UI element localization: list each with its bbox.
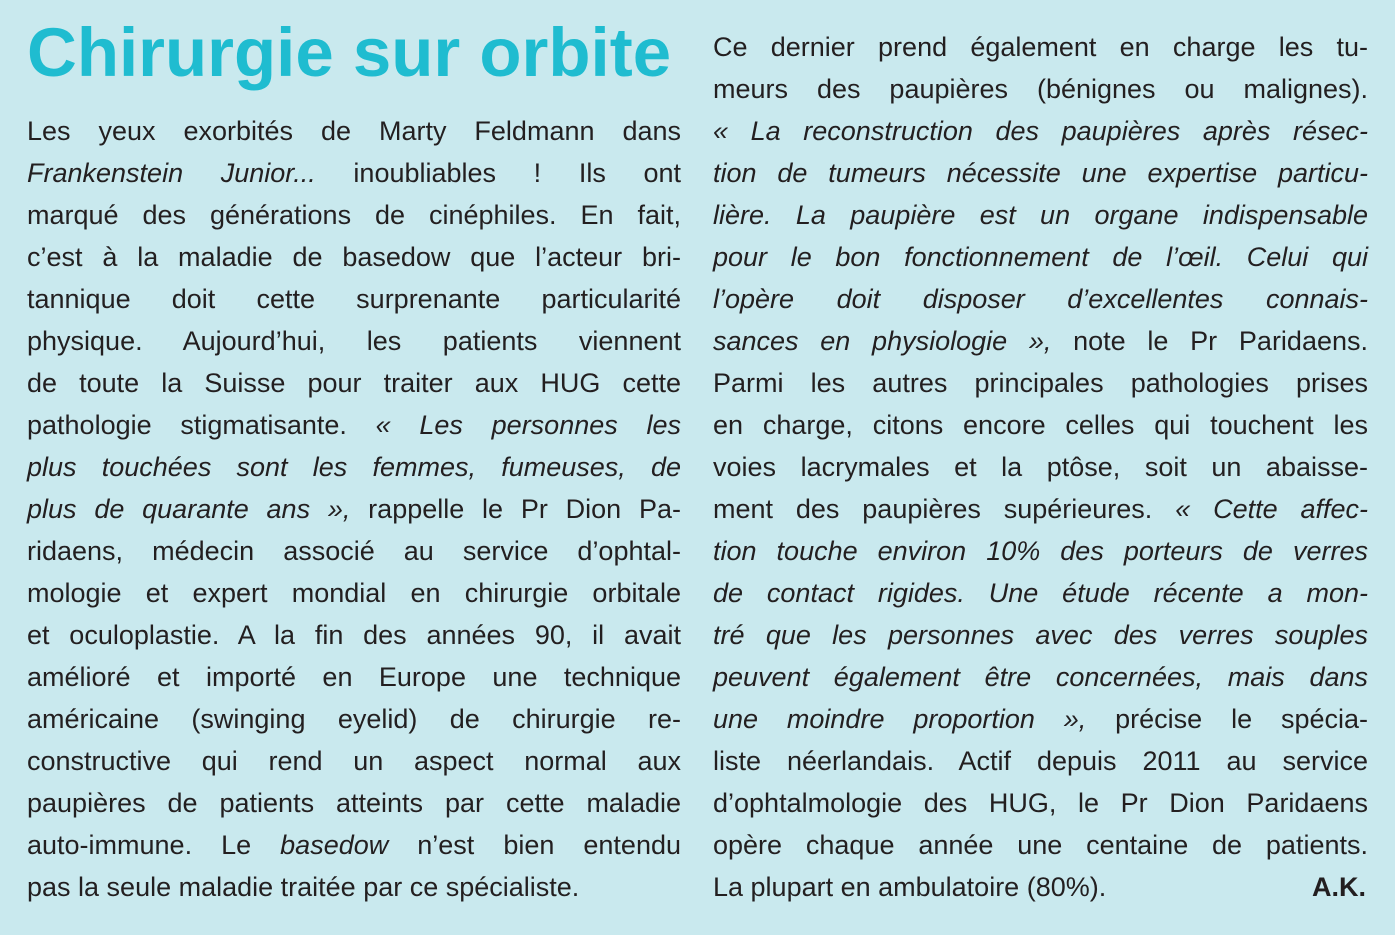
left-text-line [27, 866, 681, 908]
text-run: Ce dernier prend également en charge les tu- [713, 32, 1368, 62]
left-text-line [27, 236, 681, 278]
italic-text-run: basedow [280, 830, 389, 860]
left-text-line [27, 278, 681, 320]
text-run: Parmi les autres principales pathologies prises [713, 368, 1368, 398]
left-text-line [27, 614, 681, 656]
text-run: c’est à la maladie de basedow que l’acteur bri- [27, 242, 681, 272]
left-text-line [27, 446, 681, 488]
right-text-line [713, 404, 1368, 446]
right-text-line [713, 740, 1368, 782]
right-text-line [713, 572, 1368, 614]
text-run: constructive qui rend un aspect normal aux [27, 746, 681, 776]
italic-text-run: de contact rigides. Une étude récente a mon- [713, 578, 1368, 608]
right-text-line [713, 68, 1368, 110]
right-text-line [713, 320, 1368, 362]
text-run: pathologie stigmatisante. [27, 410, 376, 440]
text-run: meurs des paupières (bénignes ou malignes). [713, 74, 1368, 104]
italic-text-run: sances en physiologie », [713, 326, 1052, 356]
italic-text-run: « La reconstruction des paupières après résec- [713, 116, 1368, 146]
right-text-line [713, 614, 1368, 656]
text-run: La plupart en ambulatoire (80%). [713, 872, 1107, 902]
left-text-line [27, 740, 681, 782]
text-run: Les yeux exorbités de Marty Feldmann dans [27, 116, 681, 146]
left-text-line [27, 404, 681, 446]
italic-text-run: peuvent également être concernées, mais dans [713, 662, 1368, 692]
text-run: amélioré et importé en Europe une technique [27, 662, 681, 692]
text-run: opère chaque année une centaine de patients. [713, 830, 1368, 860]
text-run: note le Pr Paridaens. [1051, 326, 1368, 356]
italic-text-run: pour le bon fonctionnement de l’œil. Celui qui [713, 242, 1368, 272]
text-run: précise le spécia- [1086, 704, 1368, 734]
left-text-line [27, 530, 681, 572]
right-text-line [713, 278, 1368, 320]
left-text-line [27, 572, 681, 614]
italic-text-run: tion touche environ 10% des porteurs de verres [713, 536, 1368, 566]
right-text-line [713, 362, 1368, 404]
left-text-line [27, 362, 681, 404]
text-run: mologie et expert mondial en chirurgie orbitale [27, 578, 681, 608]
right-text-line [713, 446, 1368, 488]
text-run: n’est bien entendu [388, 830, 681, 860]
left-text-line [27, 782, 681, 824]
text-run: tannique doit cette surprenante particularité [27, 284, 681, 314]
right-text-line [713, 110, 1368, 152]
left-text-line [27, 194, 681, 236]
right-text-line [713, 698, 1368, 740]
right-text-line [713, 530, 1368, 572]
text-run: liste néerlandais. Actif depuis 2011 au service [713, 746, 1368, 776]
text-run: de toute la Suisse pour traiter aux HUG cette [27, 368, 681, 398]
text-run: en charge, citons encore celles qui touchent les [713, 410, 1368, 440]
right-text-line [713, 236, 1368, 278]
text-run: auto-immune. Le [27, 830, 281, 860]
right-text-line [713, 824, 1368, 866]
italic-text-run: « Les personnes les [375, 410, 681, 440]
left-text-line [27, 656, 681, 698]
text-run: inoubliables ! Ils ont [315, 158, 682, 188]
text-run: marqué des générations de cinéphiles. En fait, [27, 200, 681, 230]
right-text-line [713, 782, 1368, 824]
text-run: voies lacrymales et la ptôse, soit un abaisse- [713, 452, 1368, 482]
italic-text-run: tré que les personnes avec des verres souples [713, 620, 1368, 650]
italic-text-run: lière. La paupière est un organe indispensable [713, 200, 1368, 230]
left-text-line [27, 488, 681, 530]
left-text-line [27, 824, 681, 866]
text-run: physique. Aujourd’hui, les patients viennent [27, 326, 681, 356]
right-text-line [713, 866, 1368, 908]
text-run: rappelle le Pr Dion Pa- [350, 494, 681, 524]
italic-text-run: « Cette affec- [1175, 494, 1368, 524]
italic-text-run: l’opère doit disposer d’excellentes connais- [713, 284, 1368, 314]
right-text-line [713, 194, 1368, 236]
italic-text-run: plus de quarante ans », [27, 494, 351, 524]
right-text-line [713, 656, 1368, 698]
text-run: paupières de patients atteints par cette maladie [27, 788, 681, 818]
text-run: d’ophtalmologie des HUG, le Pr Dion Paridaens [713, 788, 1368, 818]
left-text-line [27, 320, 681, 362]
text-run: ment des paupières supérieures. [713, 494, 1176, 524]
left-text-line [27, 698, 681, 740]
left-text-line [27, 110, 681, 152]
italic-text-run: Frankenstein Junior... [27, 158, 316, 188]
text-run: américaine (swinging eyelid) de chirurgie re- [27, 704, 681, 734]
right-text-line [713, 26, 1368, 68]
italic-text-run: plus touchées sont les femmes, fumeuses, de [27, 452, 681, 482]
text-run: pas la seule maladie traitée par ce spécialiste. [27, 872, 580, 902]
left-text-line [27, 152, 681, 194]
author-signature: A.K. [1312, 872, 1366, 902]
italic-text-run: une moindre proportion », [713, 704, 1087, 734]
text-run: ridaens, médecin associé au service d’ophtal- [27, 536, 681, 566]
right-text-line [713, 488, 1368, 530]
italic-text-run: tion de tumeurs nécessite une expertise particu- [713, 158, 1368, 188]
article-title: Chirurgie sur orbite [27, 14, 672, 91]
right-text-line [713, 152, 1368, 194]
text-run: et oculoplastie. A la fin des années 90, il avait [27, 620, 681, 650]
